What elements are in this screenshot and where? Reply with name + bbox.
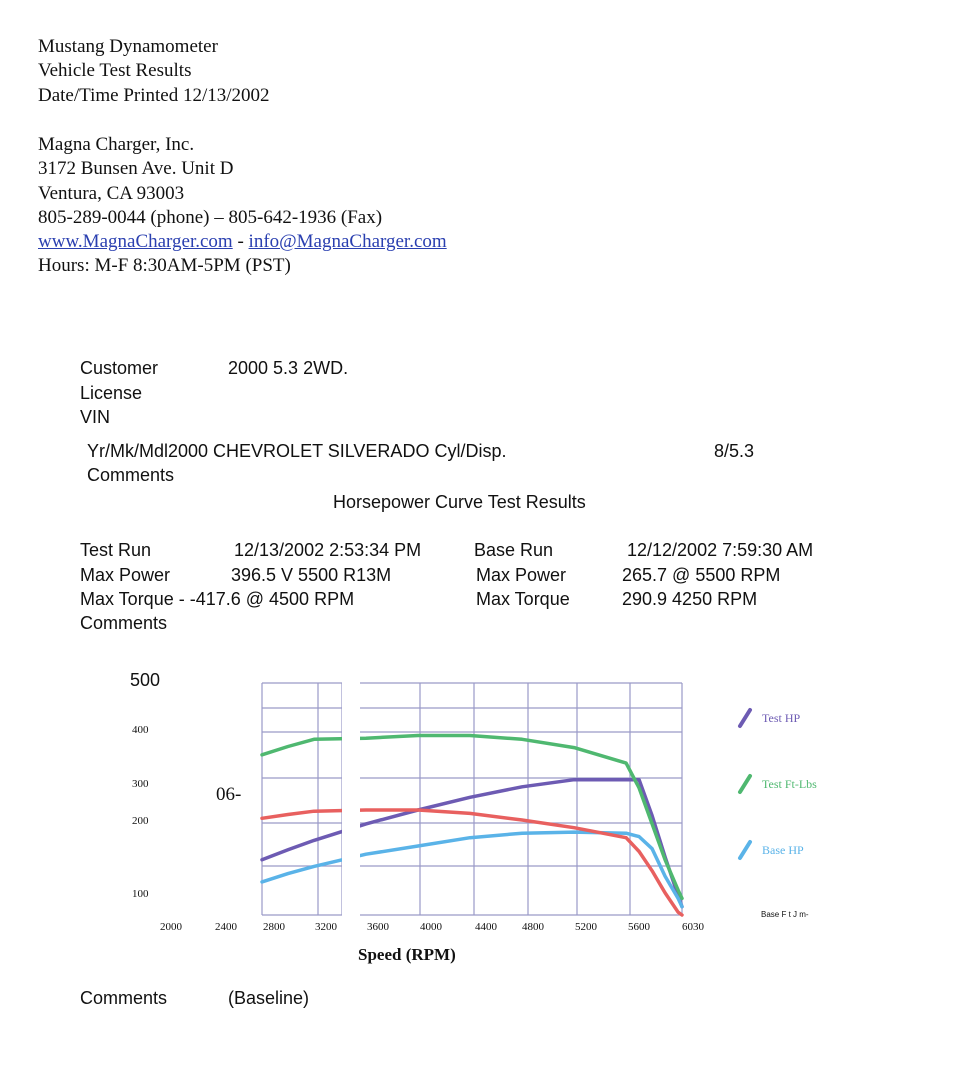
base-max-power-label: Max Power — [476, 565, 567, 585]
base-max-torque-value: 290.9 4250 RPM — [622, 589, 758, 609]
legend-swatch-icon — [740, 776, 750, 792]
company-hours: Hours: M-F 8:30AM-5PM (PST) — [38, 255, 291, 277]
y-tick-label: 400 — [132, 724, 149, 736]
stray-chart-label: 06- — [216, 784, 242, 805]
x-tick-label: 2000 — [160, 921, 182, 933]
link-separator: - — [232, 231, 249, 253]
base-max-torque-label: Max Torque — [476, 589, 570, 609]
results-title: Horsepower Curve Test Results — [333, 492, 586, 512]
x-axis-label: Speed (RPM) — [358, 945, 456, 964]
test-run-label: Test Run — [80, 540, 152, 560]
y-tick-label: 200 — [132, 815, 149, 827]
x-tick-label: 4000 — [420, 921, 442, 933]
website-link[interactable]: www.MagnaCharger.com — [38, 231, 233, 253]
company-links — [38, 230, 447, 254]
vehicle-ymm: Yr/Mk/Mdl2000 CHEVROLET SILVERADO Cyl/Disp. — [87, 441, 507, 461]
x-tick-label: 6030 — [682, 921, 704, 933]
chart-legend — [740, 710, 817, 858]
email-link[interactable]: info@MagnaCharger.com — [248, 231, 447, 253]
x-tick-label: 2800 — [263, 921, 285, 933]
chart-grid — [262, 683, 682, 915]
test-max-power-label: Max Power — [80, 565, 171, 585]
base-run-value: 12/12/2002 7:59:30 AM — [627, 540, 814, 560]
x-tick-label: 4400 — [475, 921, 497, 933]
x-tick-label: 5200 — [575, 921, 597, 933]
test-max-torque: Max Torque - -417.6 @ 4500 RPM — [80, 589, 355, 609]
x-tick-label: 4800 — [522, 921, 544, 933]
y-tick-label: 500 — [130, 670, 161, 690]
report-header — [38, 35, 270, 108]
header-subtitle: Vehicle Test Results — [38, 60, 192, 82]
legend-swatch-icon — [740, 842, 750, 858]
legend-entry: Base HP — [762, 843, 804, 857]
legend-extra-text: Base F t J m- — [761, 910, 809, 919]
legend-swatch-icon — [740, 710, 750, 726]
customer-value: 2000 5.3 2WD. — [228, 358, 349, 378]
x-tick-label: 3600 — [367, 921, 389, 933]
header-printed-date: Date/Time Printed 12/13/2002 — [38, 84, 270, 106]
chart-gap-mask — [342, 678, 360, 928]
footer-comments-label: Comments — [80, 988, 168, 1008]
y-tick-label: 300 — [132, 778, 149, 790]
base-run-label: Base Run — [474, 540, 554, 560]
legend-entry: Test HP — [762, 711, 801, 725]
chart-ticks — [160, 921, 705, 933]
series-line-0 — [262, 780, 682, 907]
test-run-value: 12/13/2002 2:53:34 PM — [234, 540, 422, 560]
base-max-power-value: 265.7 @ 5500 RPM — [622, 565, 781, 585]
series-line-1 — [262, 736, 682, 899]
license-label: License — [80, 383, 143, 403]
series-line-2 — [262, 832, 682, 907]
vehicle-cyl-disp: 8/5.3 — [714, 441, 755, 461]
x-tick-label: 2400 — [215, 921, 237, 933]
x-tick-label: 5600 — [628, 921, 650, 933]
legend-entry: Test Ft-Lbs — [762, 777, 817, 791]
series-line-3 — [262, 810, 682, 915]
company-address-line1: 3172 Bunsen Ave. Unit D — [38, 158, 234, 180]
chart-series — [262, 736, 682, 916]
vehicle-comments-label: Comments — [87, 465, 175, 485]
test-max-power-value: 396.5 V 5500 R13M — [231, 565, 392, 585]
company-info — [38, 133, 447, 279]
company-name: Magna Charger, Inc. — [38, 134, 195, 155]
vin-label: VIN — [80, 407, 111, 427]
header-title: Mustang Dynamometer — [38, 36, 218, 57]
footer-comments-value: (Baseline) — [228, 988, 310, 1008]
x-tick-label: 3200 — [315, 921, 337, 933]
y-tick-label: 100 — [132, 888, 149, 900]
company-address-line2: Ventura, CA 93003 — [38, 182, 185, 204]
customer-label: Customer — [80, 358, 159, 378]
company-phones: 805-289-0044 (phone) – 805-642-1936 (Fax) — [38, 206, 383, 228]
results-comments-label: Comments — [80, 613, 168, 633]
